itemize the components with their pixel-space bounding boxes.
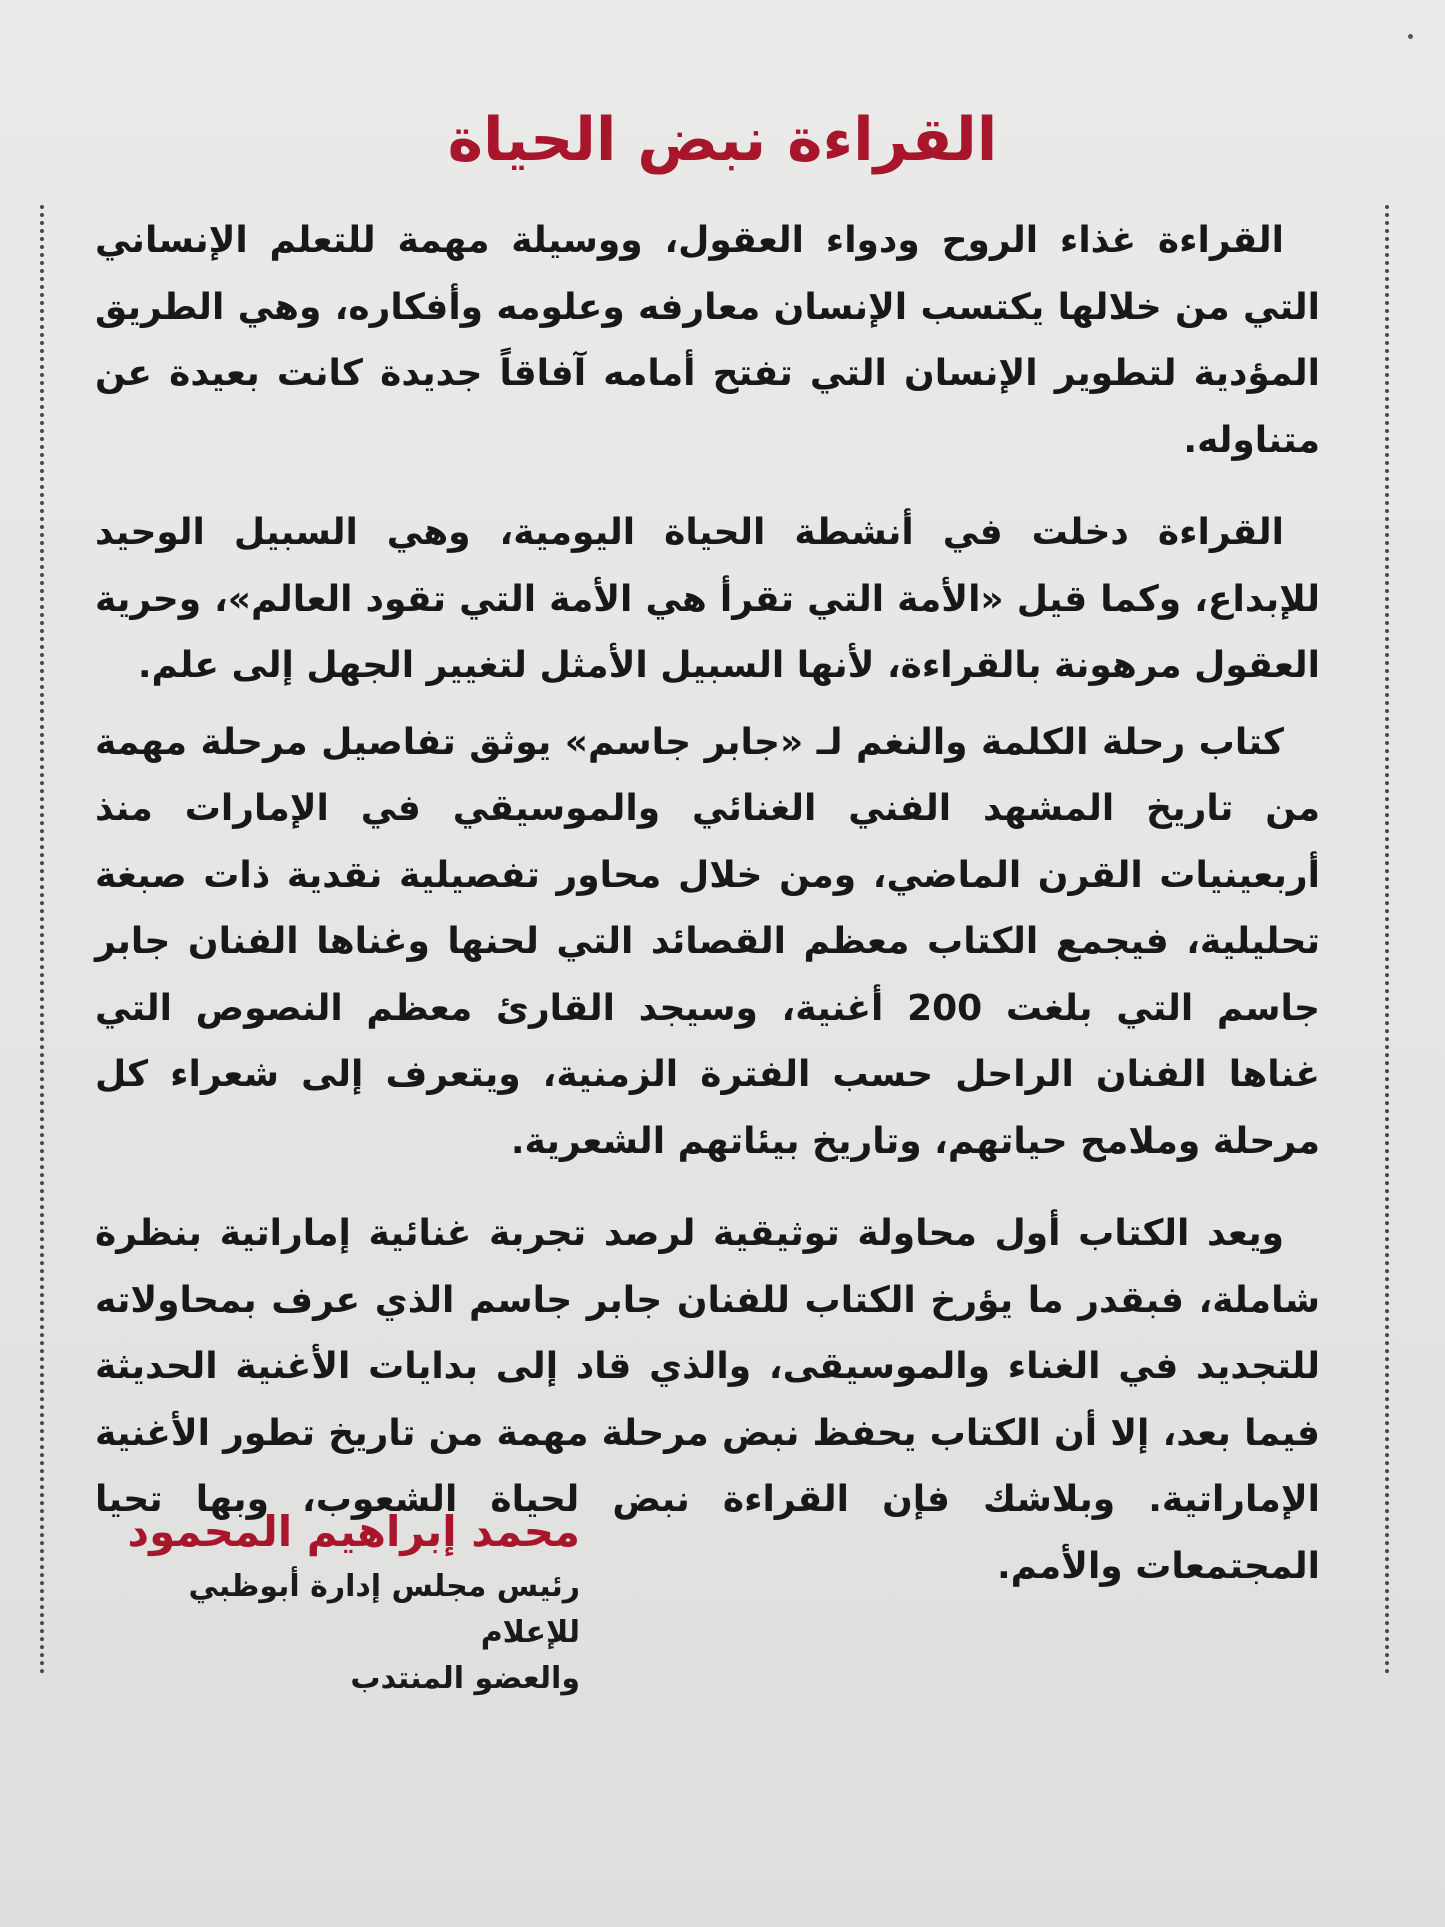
author-name: محمد إبراهيم المحمود bbox=[127, 1507, 580, 1556]
page-title: القراءة نبض الحياة bbox=[447, 105, 998, 175]
right-dotted-border bbox=[1385, 205, 1389, 1675]
author-role-line-2: والعضو المنتدب bbox=[350, 1661, 580, 1696]
paragraph-1: القراءة غذاء الروح ودواء العقول، ووسيلة مهمة للتعلم الإنساني التي من خلالها يكتسب الإنسان معارفه وعلومه وأفكاره، وهي الطريق المؤدية لتطوير الإنسان التي تفتح أمامه آفاقاً جديدة كانت بعيدة عن متناوله. bbox=[95, 220, 1320, 461]
corner-mark bbox=[1408, 34, 1413, 39]
paragraph-2: القراءة دخلت في أنشطة الحياة اليومية، وهي السبيل الوحيد للإبداع، وكما قيل «الأمة التي تقرأ هي الأمة التي تقود العالم»، وحرية العقول مرهونة بالقراءة، لأنها السبيل الأمثل لتغيير الجهل إلى علم. bbox=[95, 512, 1320, 686]
article-body bbox=[95, 208, 1320, 1610]
paragraph-3: كتاب رحلة الكلمة والنغم لـ «جابر جاسم» يوثق تفاصيل مرحلة مهمة من تاريخ المشهد الفني الغنائي والموسيقي في الإمارات منذ أربعينيات القرن الماضي، ومن خلال محاور تفصيلية نقدية ذات صبغة تحليلية، فيجمع الكتاب معظم القصائد التي لحنها وغناها الفنان جابر جاسم التي بلغت 200 أغنية، وسيجد القارئ معظم النصوص التي غناها الفنان الراحل حسب الفترة الزمنية، ويتعرف إلى شعراء كل مرحلة وملامح حياتهم، وتاريخ بيئاتهم الشعرية. bbox=[95, 721, 1321, 1162]
author-role-line-1: رئيس مجلس إدارة أبوظبي للإعلام bbox=[188, 1569, 580, 1650]
paragraph-4: ويعد الكتاب أول محاولة توثيقية لرصد تجربة غنائية إماراتية بنظرة شاملة، فبقدر ما يؤرخ الكتاب للفنان جابر جاسم الذي عرف بمحاولاته للتجديد في الغناء والموسيقى، والذي قاد إلى بدايات الأغنية الحديثة فيما بعد، إلا أن الكتاب يحفظ نبض مرحلة مهمة من تاريخ تطور الأغنية الإماراتية. وبلاشك فإن القراءة نبض لحياة الشعوب، وبها تحيا المجتمعات والأمم. bbox=[95, 1213, 1320, 1587]
author-signature bbox=[100, 1500, 580, 1702]
left-dotted-border bbox=[40, 205, 44, 1675]
